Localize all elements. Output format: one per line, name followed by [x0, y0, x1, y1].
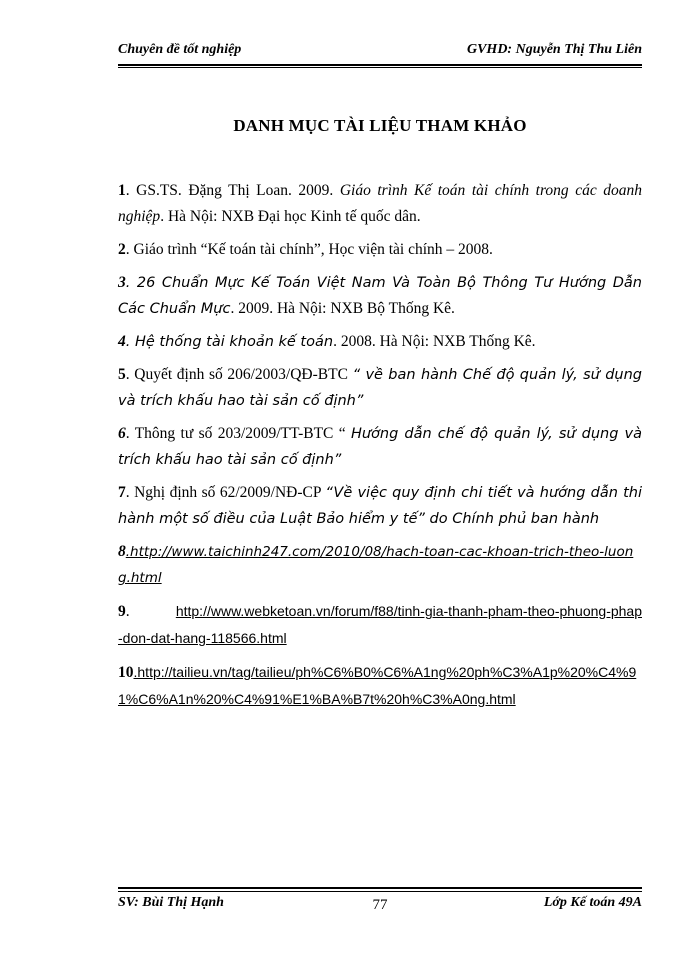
reference-item-4: [118, 329, 642, 355]
reference-number: 4: [118, 333, 126, 350]
reference-list: [118, 178, 642, 720]
reference-publisher: . Hà Nội: NXB Đại học Kinh tế quốc dân.: [160, 208, 421, 225]
reference-item-3: [118, 270, 642, 322]
reference-item-5: [118, 362, 642, 414]
reference-item-6: [118, 421, 642, 473]
footer-student: SV: Bùi Thị Hạnh: [118, 895, 224, 910]
reference-number: 6: [118, 425, 126, 442]
reference-publisher: . 2008. Hà Nội: NXB Thống Kê.: [333, 333, 536, 350]
reference-number: 7: [118, 484, 126, 501]
reference-number: 10: [118, 664, 134, 681]
reference-link[interactable]: .http://tailieu.vn/tag/tailieu/ph%C6%B0%C6%A1ng%20ph%C3%A1p%20%C4%91%C6%A1n%20%C4%91%E1%BA%B7t%20h%C3%A0ng.html: [118, 664, 637, 707]
reference-number: 3: [118, 274, 126, 291]
reference-item-2: [118, 237, 642, 263]
reference-link[interactable]: http://www.webketoan.vn/forum/f88/tinh-gia-thanh-pham-theo-phuong-phap-don-dat-hang-118566.html: [118, 603, 642, 646]
reference-number: 2: [118, 241, 126, 258]
reference-number: 5: [118, 366, 126, 383]
page-number: 77: [372, 897, 388, 913]
reference-item-8: [118, 539, 642, 591]
reference-prefix: . Nghị định số 62/2009/NĐ-CP: [125, 484, 326, 501]
reference-item-9: 9. http://www.webketoan.vn/forum/f88/tinh-gia-thanh-pham-theo-phuong-phap-don-dat-hang-118566.html: [118, 603, 642, 646]
reference-prefix: . Thông tư số 203/2009/TT-BTC “: [125, 425, 351, 442]
reference-title: . 26 Chuẩn Mực Kế Toán Việt Nam Và Toàn Bộ Thông Tư Hướng Dẫn Các Chuẩn Mực: [118, 275, 642, 317]
reference-number: 9: [118, 603, 126, 620]
header-topic: Chuyên đề tốt nghiệp: [118, 42, 242, 57]
reference-publisher: . 2009. Hà Nội: NXB Bộ Thống Kê.: [230, 300, 455, 317]
reference-link[interactable]: .http://www.taichinh247.com/2010/08/hach-toan-cac-khoan-trich-theo-luong.html: [118, 544, 634, 586]
page-header: [118, 40, 642, 66]
reference-title: Giáo trình Kế toán tài chính trong các doanh nghiệp: [118, 182, 642, 225]
reference-number: 8: [118, 543, 126, 560]
reference-text: . Giáo trình “Kế toán tài chính”, Học viện tài chính – 2008.: [125, 241, 493, 258]
reference-title: . Hệ thống tài khoản kế toán: [125, 334, 334, 350]
header-divider: [118, 67, 642, 68]
footer-divider: [118, 891, 642, 892]
page-title: DANH MỤC TÀI LIỆU THAM KHẢO: [233, 116, 527, 135]
reference-item-10: [118, 659, 642, 713]
reference-title: Hướng dẫn chế độ quản lý, sử dụng và trích khấu hao tài sản cố định”: [118, 426, 642, 468]
reference-title: “ về ban hành Chế độ quản lý, sử dụng và trích khấu hao tài sản cố định”: [118, 367, 642, 409]
header-advisor: GVHD: Nguyễn Thị Thu Liên: [466, 42, 642, 57]
reference-item-7: [118, 480, 642, 532]
reference-author: . GS.TS. Đặng Thị Loan. 2009.: [125, 182, 340, 199]
footer-class: Lớp Kế toán 49A: [543, 895, 642, 910]
reference-item-1: [118, 178, 642, 230]
reference-title: “Về việc quy định chi tiết và hướng dẫn thi hành một số điều của Luật Bảo hiểm y tế” do Chính phủ ban hành: [118, 485, 643, 527]
reference-number: 1: [118, 182, 126, 199]
reference-prefix: . Quyết định số 206/2003/QĐ-BTC: [125, 366, 353, 383]
